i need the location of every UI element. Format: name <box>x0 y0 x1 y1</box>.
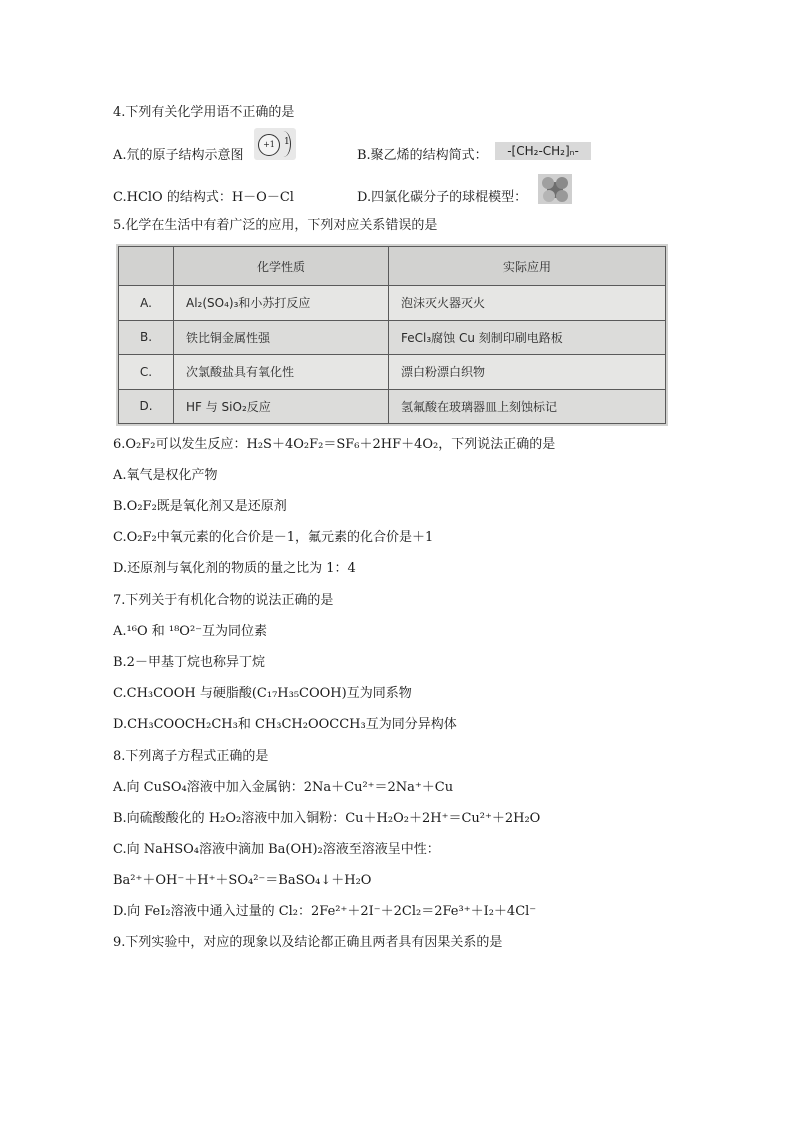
q5-stem: 5.化学在生活中有着广泛的应用，下列对应关系错误的是 <box>113 218 438 233</box>
q8-option-c-equation: Ba²⁺＋OH⁻＋H⁺＋SO₄²⁻＝BaSO₄↓＋H₂O <box>113 873 372 888</box>
q6-option-b: B.O₂F₂既是氧化剂又是还原剂 <box>113 499 287 514</box>
q7-option-d: D.CH₃COOCH₂CH₃和 CH₃CH₂OOCCH₃互为同分异构体 <box>113 717 457 732</box>
q4-option-a: A.氘的原子结构示意图 <box>113 148 244 163</box>
table-row <box>119 355 666 390</box>
table-header-row <box>119 247 666 286</box>
row-property: 次氯酸盐具有氧化性 <box>174 355 389 390</box>
table-row <box>119 389 666 424</box>
row-application: 氢氟酸在玻璃器皿上刻蚀标记 <box>389 389 666 424</box>
atom-nucleus: +1 <box>258 134 280 156</box>
q4-option-b: B.聚乙烯的结构简式： <box>357 148 488 163</box>
q8-option-a: A.向 CuSO₄溶液中加入金属钠：2Na＋Cu²⁺＝2Na⁺＋Cu <box>113 780 454 795</box>
deuterium-atom-diagram-icon <box>254 128 296 160</box>
q6-option-c: C.O₂F₂中氧元素的化合价是－1，氟元素的化合价是＋1 <box>113 530 434 545</box>
chemistry-property-table <box>118 246 666 424</box>
table-header-property: 化学性质 <box>174 247 389 286</box>
atom-shell-count: 1 <box>284 137 290 147</box>
row-application: 漂白粉漂白织物 <box>389 355 666 390</box>
q7-option-a: A.¹⁶O 和 ¹⁸O²⁻互为同位素 <box>113 624 268 639</box>
row-property: Al₂(SO₄)₃和小苏打反应 <box>174 286 389 321</box>
table-header-application: 实际应用 <box>389 247 666 286</box>
row-letter: D. <box>119 389 174 424</box>
q9-stem: 9.下列实验中，对应的现象以及结论都正确且两者具有因果关系的是 <box>113 935 503 950</box>
q8-stem: 8.下列离子方程式正确的是 <box>113 749 269 764</box>
q6-stem: 6.O₂F₂可以发生反应：H₂S＋4O₂F₂＝SF₆＋2HF＋4O₂，下列说法正确的是 <box>113 437 556 452</box>
row-property: HF 与 SiO₂反应 <box>174 389 389 424</box>
polyethylene-formula-image: -[CH₂-CH₂]ₙ- <box>495 142 591 160</box>
table-row <box>119 286 666 321</box>
row-application: FeCl₃腐蚀 Cu 刻制印刷电路板 <box>389 320 666 355</box>
q4-stem: 4.下列有关化学用语不正确的是 <box>113 105 295 120</box>
row-letter: B. <box>119 320 174 355</box>
q8-option-d: D.向 FeI₂溶液中通入过量的 Cl₂：2Fe²⁺＋2I⁻＋2Cl₂＝2Fe³⁺＋I₂＋4Cl⁻ <box>113 904 537 919</box>
q8-option-b: B.向硫酸酸化的 H₂O₂溶液中加入铜粉：Cu＋H₂O₂＋2H⁺＝Cu²⁺＋2H₂O <box>113 811 541 826</box>
table-row <box>119 320 666 355</box>
row-letter: C. <box>119 355 174 390</box>
row-application: 泡沫灭火器灭火 <box>389 286 666 321</box>
row-letter: A. <box>119 286 174 321</box>
row-property: 铁比铜金属性强 <box>174 320 389 355</box>
table-header-empty <box>119 247 174 286</box>
q6-option-a: A.氧气是权化产物 <box>113 468 218 483</box>
q7-option-b: B.2－甲基丁烷也称异丁烷 <box>113 655 265 670</box>
q7-option-c: C.CH₃COOH 与硬脂酸(C₁₇H₃₅COOH)互为同系物 <box>113 686 412 701</box>
q8-option-c: C.向 NaHSO₄溶液中滴加 Ba(OH)₂溶液至溶液呈中性： <box>113 842 440 857</box>
q4-option-c: C.HClO 的结构式：H－O－Cl <box>113 190 294 205</box>
q7-stem: 7.下列关于有机化合物的说法正确的是 <box>113 593 334 608</box>
ccl4-ball-stick-model-icon <box>538 174 572 204</box>
q4-option-d: D.四氯化碳分子的球棍模型： <box>357 190 528 205</box>
q6-option-d: D.还原剂与氧化剂的物质的量之比为 1：4 <box>113 561 356 576</box>
